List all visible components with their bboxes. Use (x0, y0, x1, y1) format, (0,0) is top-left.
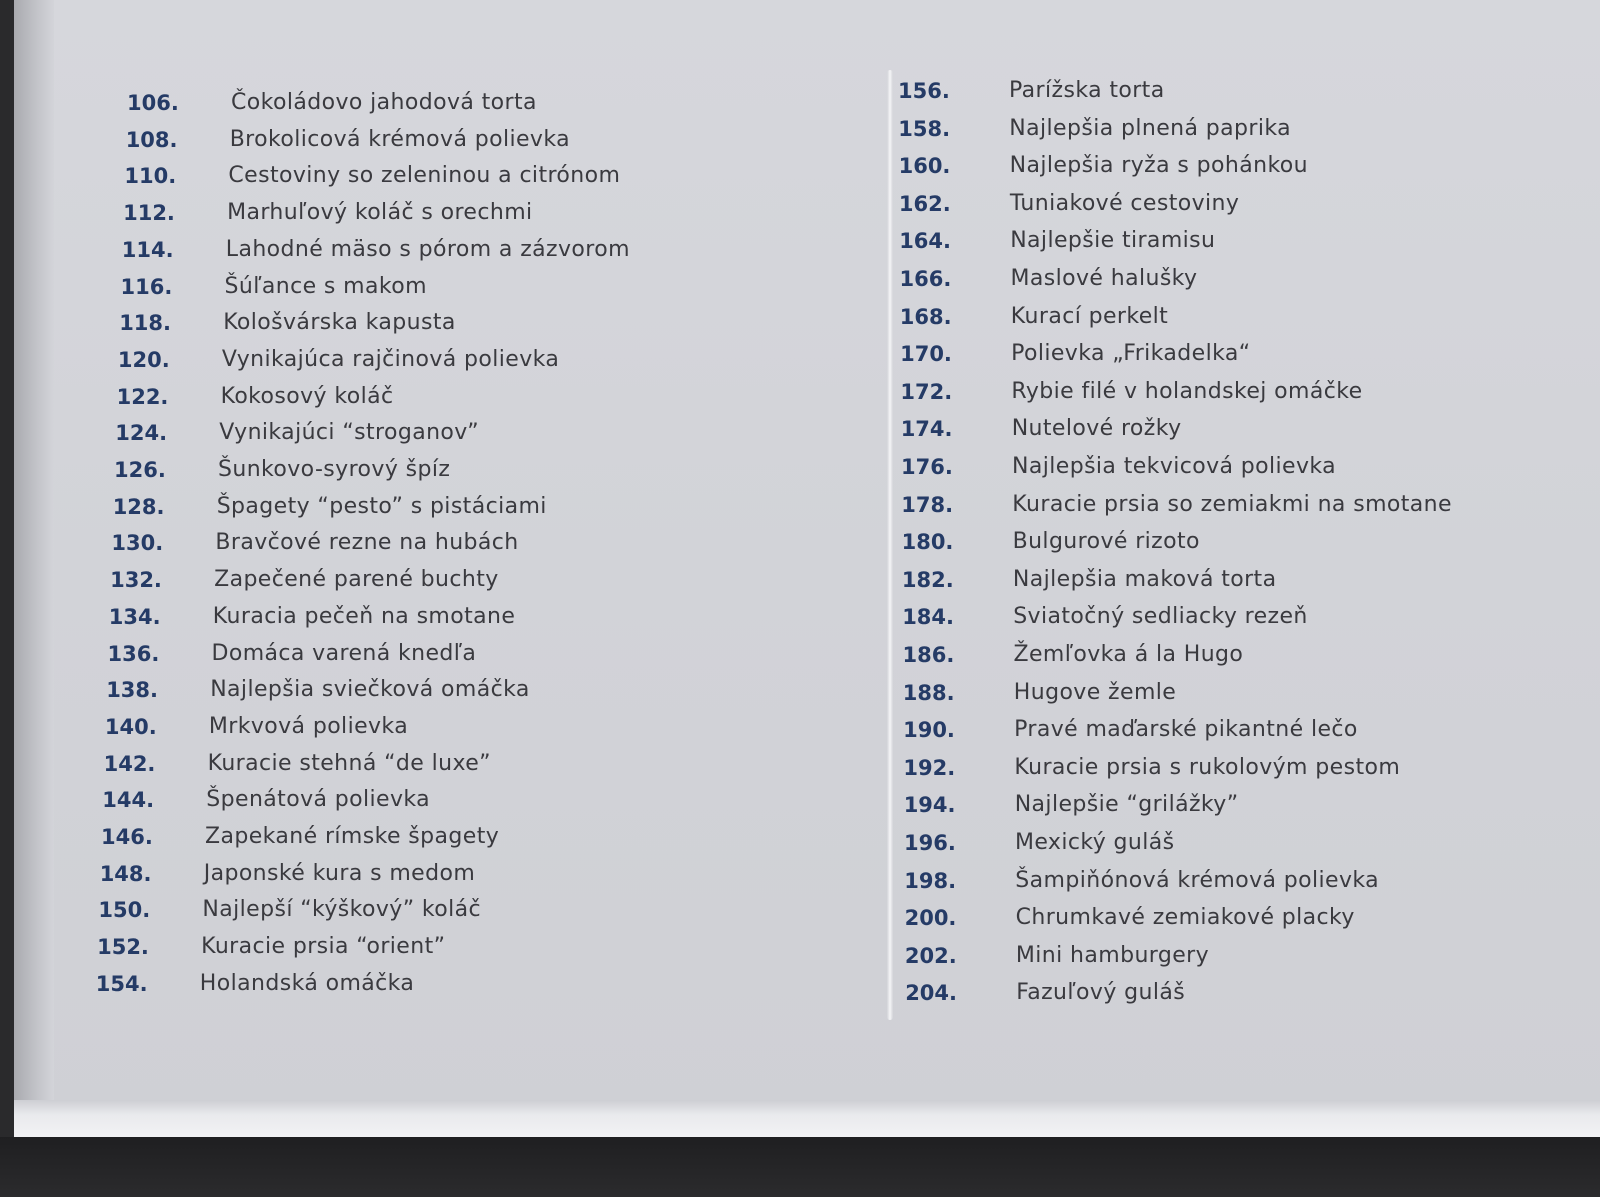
column-divider (887, 70, 893, 1020)
page-number: 128. (112, 494, 165, 519)
recipe-title: Špagety “pesto” s pistáciami (216, 493, 547, 519)
recipe-title: Kurací perkelt (1010, 303, 1169, 329)
recipe-title: Maslové halušky (1010, 266, 1198, 291)
recipe-title: Brokolicová krémová polievka (229, 126, 570, 152)
page-number: 160. (898, 154, 951, 179)
recipe-title: Polievka „Frikadelka“ (1011, 341, 1251, 367)
page-number: 106. (127, 91, 179, 115)
recipe-title: Kuracie prsia s rukolovým pestom (1014, 754, 1401, 780)
recipe-title: Žemľovka á la Hugo (1013, 642, 1244, 667)
recipe-title: Hugove žemle (1013, 679, 1177, 705)
page-number: 162. (898, 191, 951, 216)
page-number: 146. (101, 825, 153, 849)
page-number: 150. (98, 898, 151, 923)
recipe-title: Kuracie prsia so zemiakmi na smotane (1012, 491, 1452, 517)
recipe-title: Najlepšia maková torta (1012, 566, 1277, 592)
page-number: 198. (904, 868, 957, 893)
recipe-title: Marhuľový koláč s orechmi (227, 200, 533, 226)
page-number: 130. (111, 531, 164, 556)
recipe-title: Šúľance s makom (224, 273, 427, 299)
recipe-title: Kuracie stehná “de luxe” (207, 750, 491, 776)
page-number: 134. (108, 604, 161, 629)
page-number: 188. (902, 680, 955, 705)
recipe-title: Najlepšia ryža s pohánkou (1009, 153, 1308, 179)
page-number: 192. (903, 755, 956, 780)
book-page (14, 0, 1600, 1137)
recipe-title: Fazuľový guláš (1016, 980, 1186, 1006)
page-number: 174. (900, 417, 953, 442)
page-number: 144. (102, 788, 155, 813)
recipe-title: Mexický guláš (1015, 830, 1175, 855)
recipe-title: Rybie filé v holandskej omáčke (1011, 378, 1363, 404)
page-number: 108. (125, 127, 178, 152)
recipe-title: Zapečené parené buchty (214, 567, 499, 593)
page-number: 114. (121, 237, 174, 262)
page-number: 116. (120, 274, 173, 299)
recipe-title: Kuracie prsia “orient” (201, 934, 446, 960)
recipe-title: Mini hamburgery (1015, 942, 1210, 968)
page-number: 190. (903, 718, 955, 743)
page-number: 156. (898, 79, 950, 103)
recipe-title: Šunkovo-syrový špíz (218, 457, 451, 482)
recipe-title: Bulgurové rizoto (1012, 529, 1200, 555)
recipe-title: Tuniakové cestoviny (1009, 190, 1240, 216)
page-bottom-edge (14, 1100, 1600, 1137)
recipe-title: Špenátová polievka (206, 787, 431, 813)
page-number: 120. (117, 347, 170, 372)
recipe-title: Japonské kura s medom (203, 860, 476, 886)
page-number: 194. (903, 793, 956, 818)
recipe-title: Parížska torta (1009, 78, 1165, 103)
page-number: 140. (104, 714, 157, 739)
table-surface (0, 1137, 1600, 1197)
recipe-title: Pravé maďarské pikantné lečo (1014, 717, 1358, 743)
page-number: 154. (95, 971, 148, 996)
recipe-title: Mrkvová polievka (208, 713, 409, 739)
recipe-title: Najlepšie “grilážky” (1014, 792, 1239, 818)
page-number: 170. (900, 342, 952, 367)
recipe-title: Čokoládovo jahodová torta (231, 90, 537, 115)
page-number: 182. (901, 567, 954, 592)
recipe-title: Kokosový koláč (220, 383, 394, 409)
page-number: 168. (899, 304, 952, 329)
recipe-title: Zapekané rímske špagety (205, 824, 500, 849)
page-number: 200. (904, 906, 957, 931)
page-number: 124. (115, 421, 168, 446)
page-number: 126. (114, 458, 166, 482)
page-number: 138. (106, 678, 159, 703)
page-number: 110. (124, 164, 177, 189)
page-gutter-shadow (14, 0, 54, 1137)
recipe-title: Šampiňónová krémová polievka (1015, 867, 1380, 893)
page-number: 172. (900, 379, 953, 404)
page-number: 186. (902, 643, 955, 667)
page-number: 148. (99, 861, 152, 886)
page-number: 176. (901, 455, 953, 479)
recipe-title: Kološvárska kapusta (223, 310, 456, 336)
recipe-title: Holandská omáčka (199, 970, 415, 996)
recipe-title: Bravčové rezne na hubách (215, 530, 519, 556)
page-number: 112. (123, 201, 175, 226)
recipe-title: Nutelové rožky (1011, 416, 1182, 442)
recipe-title: Cestoviny so zeleninou a citrónom (228, 163, 621, 189)
recipe-title: Najlepšia sviečková omáčka (210, 677, 530, 703)
page-number: 122. (116, 384, 169, 409)
page-number: 142. (103, 751, 156, 776)
recipe-title: Sviatočný sedliacky rezeň (1013, 604, 1308, 630)
page-number: 204. (905, 981, 958, 1006)
page-number: 184. (902, 605, 955, 630)
page-number: 178. (901, 492, 954, 517)
recipe-title: Chrumkavé zemiakové placky (1015, 905, 1355, 931)
page-number: 152. (97, 935, 149, 960)
page-number: 180. (901, 530, 954, 555)
page-number: 196. (904, 831, 956, 855)
page-number: 118. (119, 311, 172, 336)
page-number: 202. (904, 943, 957, 968)
recipe-title: Najlepší “kýškový” koláč (202, 897, 482, 923)
recipe-title: Domáca varená knedľa (211, 640, 477, 666)
recipe-title: Najlepšie tiramisu (1010, 228, 1216, 254)
recipe-title: Najlepšia plnená paprika (1009, 115, 1291, 141)
page-number: 158. (898, 116, 951, 141)
recipe-title: Vynikajúca rajčinová polievka (221, 346, 560, 372)
recipe-title: Vynikajúci “stroganov” (219, 420, 480, 446)
page-number: 136. (107, 641, 160, 666)
page-number: 166. (899, 267, 952, 291)
recipe-title: Najlepšia tekvicová polievka (1012, 454, 1337, 479)
page-number: 132. (110, 568, 162, 593)
page-number: 164. (899, 229, 952, 254)
recipe-title: Lahodné mäso s pórom a zázvorom (225, 236, 630, 262)
recipe-title: Kuracia pečeň na smotane (212, 603, 516, 629)
